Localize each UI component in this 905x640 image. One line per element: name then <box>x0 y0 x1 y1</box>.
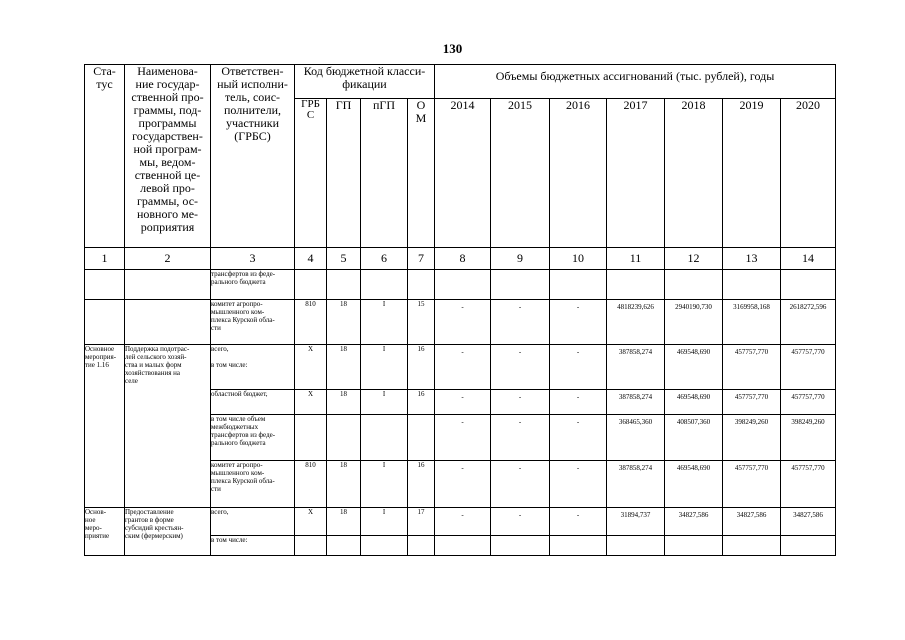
om-cell: 16 <box>408 390 435 415</box>
responsible-cell: всего, в том числе: <box>211 345 295 390</box>
grbs-cell <box>295 270 327 300</box>
column-number: 12 <box>665 248 723 270</box>
header-row-1 <box>85 65 836 99</box>
header-program-name: Наименова- ние государ- ственной про- граммы, под- программы государствен- ной програм- мы, ведом- ственной це- левой про- граммы, ос- новного ме- роприятия <box>125 65 211 248</box>
value-2020-cell: 457757,770 <box>781 461 836 508</box>
header-year-2015: 2015 <box>491 99 550 248</box>
om-cell: 16 <box>408 461 435 508</box>
value-2016-cell: - <box>550 508 607 536</box>
value-2015-cell <box>491 270 550 300</box>
status-cell <box>85 270 125 300</box>
om-cell: 15 <box>408 300 435 345</box>
value-2020-cell <box>781 270 836 300</box>
responsible-cell: в том числе объем межбюджетных трансфертов из феде- рального бюджета <box>211 415 295 461</box>
table-body <box>85 65 836 556</box>
pgp-cell: I <box>361 345 408 390</box>
value-2020-cell: 457757,770 <box>781 390 836 415</box>
value-2015-cell <box>491 536 550 556</box>
value-2014-cell <box>435 270 491 300</box>
value-2020-cell: 2618272,596 <box>781 300 836 345</box>
column-number: 5 <box>327 248 361 270</box>
pgp-cell: I <box>361 300 408 345</box>
gp-cell: 18 <box>327 390 361 415</box>
gp-cell: 18 <box>327 508 361 536</box>
value-2017-cell: 4818239,626 <box>607 300 665 345</box>
value-2016-cell: - <box>550 345 607 390</box>
column-number: 3 <box>211 248 295 270</box>
om-cell: 16 <box>408 345 435 390</box>
column-number: 10 <box>550 248 607 270</box>
table-row <box>85 508 836 536</box>
column-number: 11 <box>607 248 665 270</box>
column-number: 13 <box>723 248 781 270</box>
value-2015-cell: - <box>491 345 550 390</box>
value-2018-cell: 469548,690 <box>665 345 723 390</box>
header-year-2014: 2014 <box>435 99 491 248</box>
value-2017-cell: 387858,274 <box>607 390 665 415</box>
column-number-row <box>85 248 836 270</box>
value-2018-cell: 469548,690 <box>665 461 723 508</box>
pgp-cell <box>361 536 408 556</box>
om-cell <box>408 270 435 300</box>
gp-cell: 18 <box>327 461 361 508</box>
grbs-cell <box>295 536 327 556</box>
grbs-cell: 810 <box>295 300 327 345</box>
value-2018-cell: 408507,360 <box>665 415 723 461</box>
status-cell: Основное мероприя- тие 1.16 <box>85 345 125 508</box>
value-2015-cell: - <box>491 508 550 536</box>
value-2018-cell <box>665 536 723 556</box>
column-number: 1 <box>85 248 125 270</box>
grbs-cell <box>295 415 327 461</box>
status-cell <box>85 300 125 345</box>
value-2019-cell: 457757,770 <box>723 390 781 415</box>
value-2018-cell: 2940190,730 <box>665 300 723 345</box>
value-2016-cell <box>550 270 607 300</box>
gp-cell <box>327 536 361 556</box>
value-2019-cell <box>723 536 781 556</box>
header-year-2018: 2018 <box>665 99 723 248</box>
value-2015-cell: - <box>491 461 550 508</box>
value-2014-cell: - <box>435 415 491 461</box>
pgp-cell <box>361 270 408 300</box>
header-om: О М <box>408 99 435 248</box>
gp-cell <box>327 415 361 461</box>
grbs-cell: Х <box>295 345 327 390</box>
value-2020-cell: 457757,770 <box>781 345 836 390</box>
value-2017-cell <box>607 270 665 300</box>
column-number: 8 <box>435 248 491 270</box>
status-cell: Основ- ное меро- приятие <box>85 508 125 556</box>
om-cell <box>408 536 435 556</box>
value-2018-cell <box>665 270 723 300</box>
column-number: 2 <box>125 248 211 270</box>
responsible-cell: комитет агропро- мышленного ком- плекса Курской обла- сти <box>211 300 295 345</box>
pgp-cell: I <box>361 390 408 415</box>
value-2016-cell: - <box>550 390 607 415</box>
column-number: 4 <box>295 248 327 270</box>
value-2014-cell: - <box>435 390 491 415</box>
header-pgp: пГП <box>361 99 408 248</box>
value-2014-cell: - <box>435 345 491 390</box>
value-2019-cell: 398249,260 <box>723 415 781 461</box>
pgp-cell <box>361 415 408 461</box>
table-row <box>85 345 836 390</box>
pgp-cell: I <box>361 508 408 536</box>
program-name-cell: Предоставление грантов в форме субсидий крестьян- ским (фермерским) <box>125 508 211 556</box>
column-number: 6 <box>361 248 408 270</box>
value-2019-cell <box>723 270 781 300</box>
om-cell: 17 <box>408 508 435 536</box>
value-2016-cell <box>550 536 607 556</box>
header-gp: ГП <box>327 99 361 248</box>
column-number: 9 <box>491 248 550 270</box>
value-2017-cell: 387858,274 <box>607 345 665 390</box>
column-number: 14 <box>781 248 836 270</box>
value-2016-cell: - <box>550 415 607 461</box>
value-2014-cell: - <box>435 300 491 345</box>
header-year-2019: 2019 <box>723 99 781 248</box>
gp-cell: 18 <box>327 345 361 390</box>
value-2014-cell: - <box>435 461 491 508</box>
responsible-cell: областной бюджет, <box>211 390 295 415</box>
value-2016-cell: - <box>550 461 607 508</box>
value-2019-cell: 3169958,168 <box>723 300 781 345</box>
value-2017-cell: 387858,274 <box>607 461 665 508</box>
value-2018-cell: 469548,690 <box>665 390 723 415</box>
value-2020-cell: 34827,586 <box>781 508 836 536</box>
responsible-cell: всего, <box>211 508 295 536</box>
table-row <box>85 270 836 300</box>
header-status: Ста- тус <box>85 65 125 248</box>
responsible-cell: трансфертов из феде- рального бюджета <box>211 270 295 300</box>
value-2014-cell: - <box>435 508 491 536</box>
value-2015-cell: - <box>491 390 550 415</box>
value-2019-cell: 34827,586 <box>723 508 781 536</box>
header-grbs: ГРБ С <box>295 99 327 248</box>
grbs-cell: Х <box>295 390 327 415</box>
value-2017-cell: 31894,737 <box>607 508 665 536</box>
grbs-cell: 810 <box>295 461 327 508</box>
header-budget-code: Код бюджетной класси- фикации <box>295 65 435 99</box>
column-number: 7 <box>408 248 435 270</box>
grbs-cell: Х <box>295 508 327 536</box>
gp-cell <box>327 270 361 300</box>
value-2017-cell <box>607 536 665 556</box>
om-cell <box>408 415 435 461</box>
program-name-cell <box>125 270 211 300</box>
value-2016-cell: - <box>550 300 607 345</box>
budget-allocation-table <box>84 64 836 556</box>
pgp-cell: I <box>361 461 408 508</box>
program-name-cell <box>125 300 211 345</box>
header-responsible: Ответствен- ный исполни- тель, соис- полнители, участники (ГРБС) <box>211 65 295 248</box>
header-year-2017: 2017 <box>607 99 665 248</box>
value-2015-cell: - <box>491 415 550 461</box>
value-2015-cell: - <box>491 300 550 345</box>
value-2018-cell: 34827,586 <box>665 508 723 536</box>
header-year-2020: 2020 <box>781 99 836 248</box>
gp-cell: 18 <box>327 300 361 345</box>
page-number: 130 <box>442 41 463 56</box>
program-name-cell: Поддержка подотрас- лей сельского хозяй- ства и малых форм хозяйствования на селе <box>125 345 211 508</box>
header-year-2016: 2016 <box>550 99 607 248</box>
responsible-cell: в том числе: <box>211 536 295 556</box>
value-2017-cell: 368465,360 <box>607 415 665 461</box>
value-2019-cell: 457757,770 <box>723 461 781 508</box>
responsible-cell: комитет агропро- мышленного ком- плекса Курской обла- сти <box>211 461 295 508</box>
header-volumes: Объемы бюджетных ассигнований (тыс. рублей), годы <box>435 65 836 99</box>
value-2019-cell: 457757,770 <box>723 345 781 390</box>
value-2020-cell: 398249,260 <box>781 415 836 461</box>
table-row <box>85 300 836 345</box>
value-2014-cell <box>435 536 491 556</box>
value-2020-cell <box>781 536 836 556</box>
